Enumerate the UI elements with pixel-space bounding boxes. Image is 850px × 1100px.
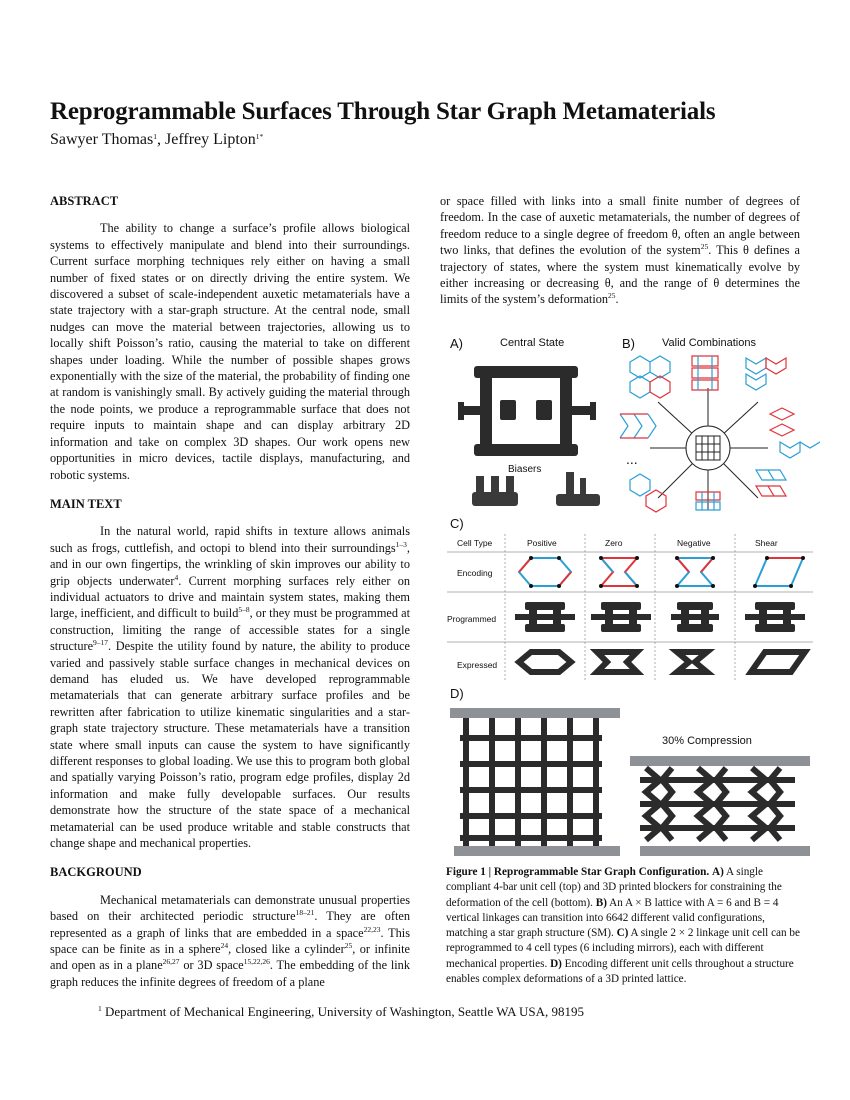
abstract-heading: ABSTRACT <box>50 194 119 208</box>
author-name: Jeffrey Lipton <box>165 131 256 148</box>
main-text-paragraph <box>50 523 410 851</box>
affiliation-marker: 1 <box>153 132 157 141</box>
biasers-photo <box>472 472 600 506</box>
author-separator: , <box>157 131 165 148</box>
affiliation-footnote <box>98 1004 584 1020</box>
text-run: or 3D space <box>179 958 244 973</box>
caption-text: A single 2 × 2 linkage unit cell can be reprogrammed to 4 cell types (6 including mirrors), each with different mechanical properties. <box>446 927 800 970</box>
biasers-label: Biasers <box>508 464 542 475</box>
footnote-marker: 1 <box>98 1004 102 1013</box>
uncompressed-lattice <box>450 708 620 856</box>
text-run: . This space can be finite as in a sphere <box>50 925 410 957</box>
citation: 22,23 <box>363 924 381 934</box>
column-header: Zero <box>605 538 623 548</box>
text-run: , closed like a cylinder <box>228 942 345 957</box>
citation: 1–3 <box>395 539 407 549</box>
citation: 26,27 <box>162 957 180 967</box>
column-header: Shear <box>755 538 778 548</box>
row-label: Expressed <box>457 660 498 670</box>
text-run: , and in our own fingertips, the wrinkling of skin improves our ability to grip objects underwater <box>50 540 410 588</box>
row-label: Programmed <box>447 614 497 624</box>
citation: 4 <box>174 572 179 582</box>
text-run: , or they must be programmed at construction, limiting the range of accessible states for a single structure <box>50 606 410 654</box>
panel-c-label: C) <box>450 516 464 531</box>
background-paragraph <box>50 892 410 990</box>
text-run: . <box>615 292 619 307</box>
expressed-cells <box>519 652 805 672</box>
programmed-cells <box>515 602 805 632</box>
column-header: Negative <box>677 538 711 548</box>
panel-c-table <box>445 532 815 682</box>
caption-text: Encoding different unit cells throughout a structure enables complex deformations of a 3D printed lattice. <box>446 957 794 986</box>
affiliation-marker: 1* <box>255 132 264 141</box>
citation: 25 <box>344 941 353 951</box>
text-run: . Current morphing surfaces rely either on individual actuators to drive and maintain system states, making them large, inefficient, and difficult to build <box>50 573 410 621</box>
panel-d-photos <box>450 708 810 858</box>
caption-text: An A × B lattice with A = 6 and B = 4 vertical linkages can transition into 6642 different valid configurations, matching a star graph structure (SM). <box>446 896 779 940</box>
column-header: Positive <box>527 538 557 548</box>
text-run: . Despite the utility found by nature, the ability to produce varied and passively stable surface changes in mechanical devices on demand has eluded us. We have developed reprogrammable metamaterials that can generate arbitrary surface profiles and be rewritten after fabrication to utilize kinematic singularities and a star-graph state trajectory structure. These metamaterials have a transition state where small inputs can cause the system to have significantly different responses to global loading. We use this to program both global and spatially varying Poisson’s ratio, program edge profiles, display 2d information and make fully developable surfaces. Our results demonstrate how the structure of the state space of a mechanical metamaterial can be used produce writable and stable constructs that change shape and mechanical properties. <box>50 639 410 851</box>
panel-b-label: B) <box>622 336 635 351</box>
text-run: In the natural world, rapid shifts in texture allows animals such as frogs, cuttlefish, and octopi to blend into their surroundings <box>50 524 410 555</box>
caption-panel-label: D) <box>550 957 562 970</box>
text-run: , or infinite and open as in a plane <box>50 942 410 973</box>
compressed-lattice <box>630 756 810 856</box>
panel-a-b-graphics <box>440 352 820 520</box>
central-state-photo <box>458 366 596 456</box>
caption-panel-label: C) <box>616 927 629 940</box>
paper-title: Reprogrammable Surfaces Through Star Graph Metamaterials <box>50 98 716 125</box>
more-configurations-ellipsis: ... <box>626 451 638 467</box>
right-column-text <box>440 193 800 308</box>
compression-label: 30% Compression <box>662 735 752 747</box>
column-header: Cell Type <box>457 538 493 548</box>
citation: 25 <box>608 291 616 301</box>
caption-text: A single compliant 4-bar unit cell (top) and 3D printed blockers for constraining the deformation of the cell (bottom). <box>446 866 782 909</box>
encoding-diagrams <box>519 556 805 588</box>
citation: 25 <box>700 242 709 252</box>
background-continued <box>440 193 800 308</box>
panel-b-title: Valid Combinations <box>662 337 756 349</box>
figure-caption <box>446 865 808 987</box>
text-run: . The embedding of the link graph reduces the infinite degrees of freedom of a plane <box>50 958 410 989</box>
author-name: Sawyer Thomas <box>50 131 154 148</box>
text-run: . They are often represented as a graph of links that are embedded in a space <box>50 909 410 940</box>
background-heading: BACKGROUND <box>50 865 142 880</box>
citation: 15,22,26 <box>243 957 270 967</box>
main-text-heading: MAIN TEXT <box>50 496 122 511</box>
citation: 5–8 <box>238 605 250 615</box>
footnote-text: Department of Mechanical Engineering, University of Washington, Seattle WA USA, 98195 <box>101 1004 585 1019</box>
caption-title: Figure 1 | Reprogrammable Star Graph Configuration. <box>446 866 710 878</box>
row-label: Encoding <box>457 568 493 578</box>
caption-panel-label: B) <box>595 896 607 909</box>
panel-d-label: D) <box>450 686 464 701</box>
citation: 24 <box>220 941 229 951</box>
panel-a-label: A) <box>450 336 463 351</box>
left-column <box>50 193 410 990</box>
abstract-paragraph: The ability to change a surface’s profile allows biological systems to effectively manipulate and blend into their surroundings. Current surface morphing techniques rely either on having a small number of fixed states or on directly driving the entire system. We discovered a subset of scale-independent auxetic metamaterials have a state trajectory with a star-graph structure. At the central node, small nudges can move the material between trajectories, allowing us to locally shift Poisson’s ratio, causing the material to take on different shapes under loading. While the number of possible shapes grows exponentially with the size of the material, the probability of finding one at random is vanishingly small. By actively guiding the material through the node points, we produce a reprogrammable surface that does not require inputs to maintain shape and can display arbitrary 2D information and take on complex 3D shapes. Our work opens new opportunities in micro devices, tactile displays, manufacturing, and robotic systems. <box>50 221 410 482</box>
text-run: . This θ defines a trajectory of states, where the system must kinematically evolve by either increasing or decreasing θ, and the range of θ determines the limits of the system’s deformation <box>440 243 801 307</box>
text-run: or space filled with links into a small finite number of degrees of freedom. In the case of auxetic metamaterials, the number of degrees of freedom reduce to a single degree of freedom θ, often an angle between two links, that defines the evolution of the system <box>440 194 800 258</box>
panel-a-title: Central State <box>500 337 565 349</box>
citation: 9–17 <box>93 638 109 648</box>
text-run: Mechanical metamaterials can demonstrate unusual properties based on their architected periodic structure <box>50 892 410 924</box>
caption-panel-label: A) <box>712 866 724 878</box>
author-list <box>50 131 263 149</box>
citation: 18–21 <box>295 908 315 918</box>
